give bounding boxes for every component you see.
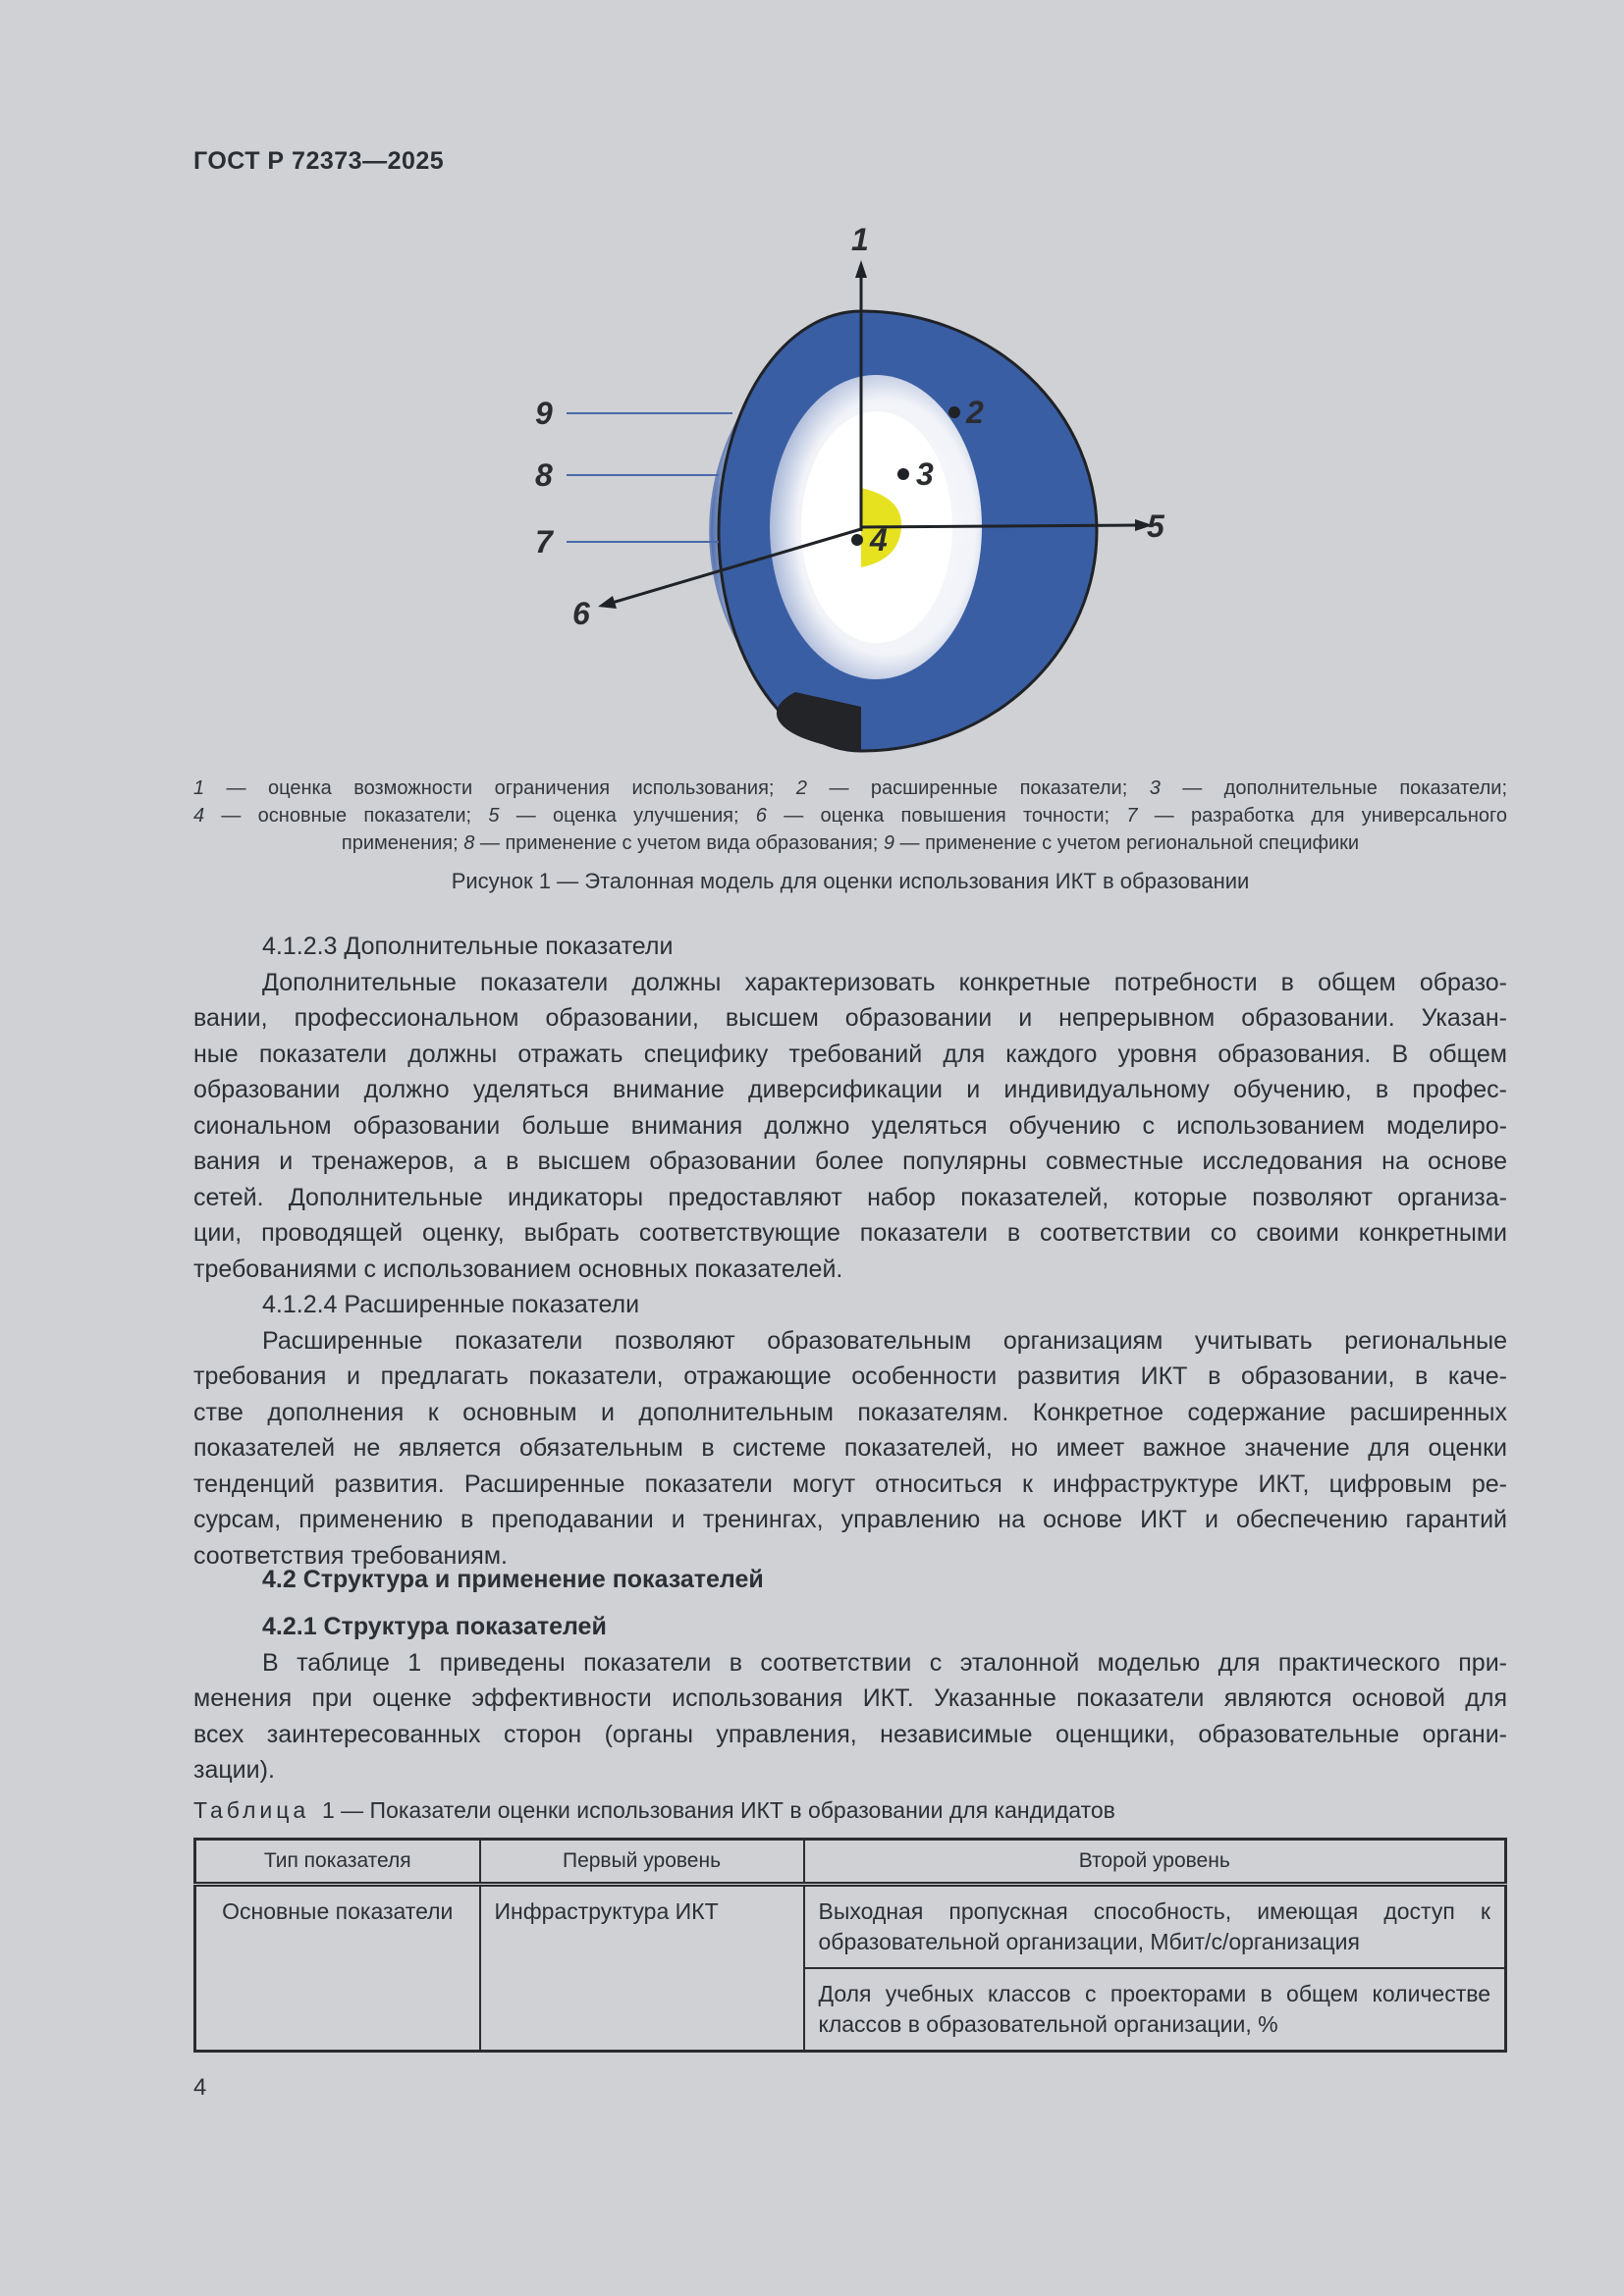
paragraph-line: зации). (193, 1756, 275, 1784)
legend-line-3 (193, 829, 1507, 857)
legend-line-2 (193, 802, 1507, 829)
paragraph-line: сурсам, применению в преподавании и тренингах, управлению на основе ИКТ и обеспечению гарантий (193, 1506, 1507, 1533)
paragraph-line: ции, проводящей оценку, выбрать соответствующие показатели в соответствии со своими конкретными (193, 1219, 1507, 1247)
section-4-2-1-body (193, 1645, 1507, 1789)
legend-text: — расширенные показатели; (807, 777, 1150, 799)
paragraph-line: В таблице 1 приведены показатели в соответствии с эталонной моделью для практического при- (262, 1648, 1507, 1677)
axis-5 (861, 525, 1139, 527)
label-6: 6 (572, 596, 590, 631)
label-3: 3 (916, 456, 934, 492)
sphere-diagram (511, 221, 1198, 756)
dot-4 (851, 534, 863, 546)
paragraph-line: Расширенные показатели позволяют образовательным организациям учитывать региональные (262, 1326, 1507, 1355)
section-title-4-1-2-3: 4.1.2.3 Дополнительные показатели (262, 933, 674, 960)
legend-number: 7 (1126, 805, 1138, 827)
paragraph-line: требования и предлагать показатели, отражающие особенности развития ИКТ в образовании, в каче- (193, 1362, 1507, 1390)
document-header: ГОСТ Р 72373—2025 (193, 147, 445, 175)
header-level-1: Первый уровень (480, 1840, 804, 1885)
paragraph-line: Дополнительные показатели должны характеризовать конкретные потребности в общем образо- (262, 968, 1507, 996)
figure-caption: Рисунок 1 — Эталонная модель для оценки использования ИКТ в образовании (451, 869, 1250, 893)
table-title (193, 1797, 1507, 1824)
cell-type: Основные показатели (195, 1885, 480, 2052)
label-5: 5 (1147, 508, 1164, 544)
header-level-2: Второй уровень (804, 1840, 1506, 1885)
header-type: Тип показателя (195, 1840, 480, 1885)
paragraph-line: вания и тренажеров, а в высшем образовании более популярны совместные исследования на основе (193, 1148, 1507, 1175)
paragraph-line: тенденций развития. Расширенные показатели могут относиться к инфраструктуре ИКТ, цифровым ре- (193, 1469, 1507, 1498)
paragraph-line: сиональном образовании больше внимания должно уделяться обучению с использованием моделиро- (193, 1111, 1507, 1140)
section-title-4-1-2-4: 4.1.2.4 Расширенные показатели (262, 1291, 640, 1318)
table-row (195, 1885, 1506, 1969)
legend-number: 5 (488, 805, 500, 827)
legend-text: — оценка возможности ограничения использования; (204, 777, 796, 799)
legend-number: 2 (795, 777, 808, 799)
legend-text: — дополнительные показатели; (1160, 777, 1508, 799)
label-7: 7 (535, 524, 553, 560)
legend-number: 8 (463, 832, 475, 854)
legend-number: 3 (1149, 777, 1161, 799)
reference-model-figure (511, 221, 1198, 756)
dot-3 (897, 468, 909, 480)
legend-text: — разработка для универсального (1137, 805, 1507, 827)
paragraph-line: образовании должно уделяться внимание диверсификации и индивидуальному обучению, в профес- (193, 1076, 1507, 1103)
paragraph-line: менения при оценке эффективности использования ИКТ. Указанные показатели являются основой для (193, 1684, 1507, 1712)
section-title-4-2: 4.2 Структура и применение показателей (262, 1566, 764, 1593)
section-4-2 (193, 1562, 1507, 1598)
paragraph-line: сетей. Дополнительные индикаторы предоставляют набор показателей, которые позволяют организа- (193, 1183, 1507, 1211)
axis-6-arrow (598, 596, 617, 609)
paragraph-line: всех заинтересованных сторон (органы управления, независимые оценщики, образовательные органи- (193, 1720, 1507, 1748)
legend-number: 4 (193, 805, 205, 827)
legend-text: — применение с учетом региональной специфики (893, 832, 1360, 854)
paragraph-line: соответствия требованиям. (193, 1541, 508, 1570)
label-1: 1 (851, 222, 869, 257)
table-title-text: 1 — Показатели оценки использования ИКТ в образовании для кандидатов (321, 1797, 1115, 1823)
indicators-table (193, 1838, 1507, 2053)
label-8: 8 (535, 457, 553, 493)
dot-2 (948, 406, 960, 418)
paragraph-line: стве дополнения к основным и дополнительным показателям. Конкретное содержание расширенных (193, 1398, 1507, 1426)
legend-text: — применение с учетом вида образования; (474, 832, 884, 854)
axis-1-arrow (855, 260, 867, 278)
legend-text: — оценка повышения точности; (766, 805, 1127, 827)
label-2: 2 (966, 395, 984, 430)
paragraph-line: показателей не является обязательным в системе показателей, но имеет важное значение для оценки (193, 1434, 1507, 1462)
paragraph-line: требованиями с использованием основных показателей. (193, 1255, 843, 1283)
section-4-1-2-3-body (193, 965, 1507, 1288)
legend-number: 9 (883, 832, 894, 854)
legend-text: применения; (341, 832, 464, 854)
paragraph-line: ные показатели должны отражать специфику требований для каждого уровня образования. В общем (193, 1040, 1507, 1068)
label-4: 4 (870, 522, 888, 558)
section-4-2-1 (193, 1609, 1507, 1789)
paragraph-line: вании, профессиональном образовании, высшем образовании и непрерывном образовании. Указан- (193, 1004, 1507, 1032)
legend-text: — оценка улучшения; (499, 805, 756, 827)
legend-line-1 (193, 774, 1507, 802)
legend-number: 6 (755, 805, 767, 827)
cell-level-2-a: Выходная пропускная способность, имеющая доступ к образовательной организации, Мбит/с/организация (804, 1885, 1506, 1969)
legend-number: 1 (193, 777, 205, 799)
cell-level-1: Инфраструктура ИКТ (480, 1885, 804, 2052)
section-4-1-2-4-body (193, 1323, 1507, 1575)
cell-level-2-b: Доля учебных классов с проекторами в общем количестве классов в образовательной организации, % (804, 1968, 1506, 2052)
table-title-word: Таблица (193, 1797, 310, 1823)
label-9: 9 (535, 396, 553, 431)
legend-text: — основные показатели; (204, 805, 489, 827)
section-title-4-2-1: 4.2.1 Структура показателей (262, 1613, 607, 1640)
figure-legend (193, 774, 1507, 857)
table-header-row (195, 1840, 1506, 1885)
page-number: 4 (193, 2074, 207, 2101)
section-4-1-2-3 (193, 929, 1507, 1574)
